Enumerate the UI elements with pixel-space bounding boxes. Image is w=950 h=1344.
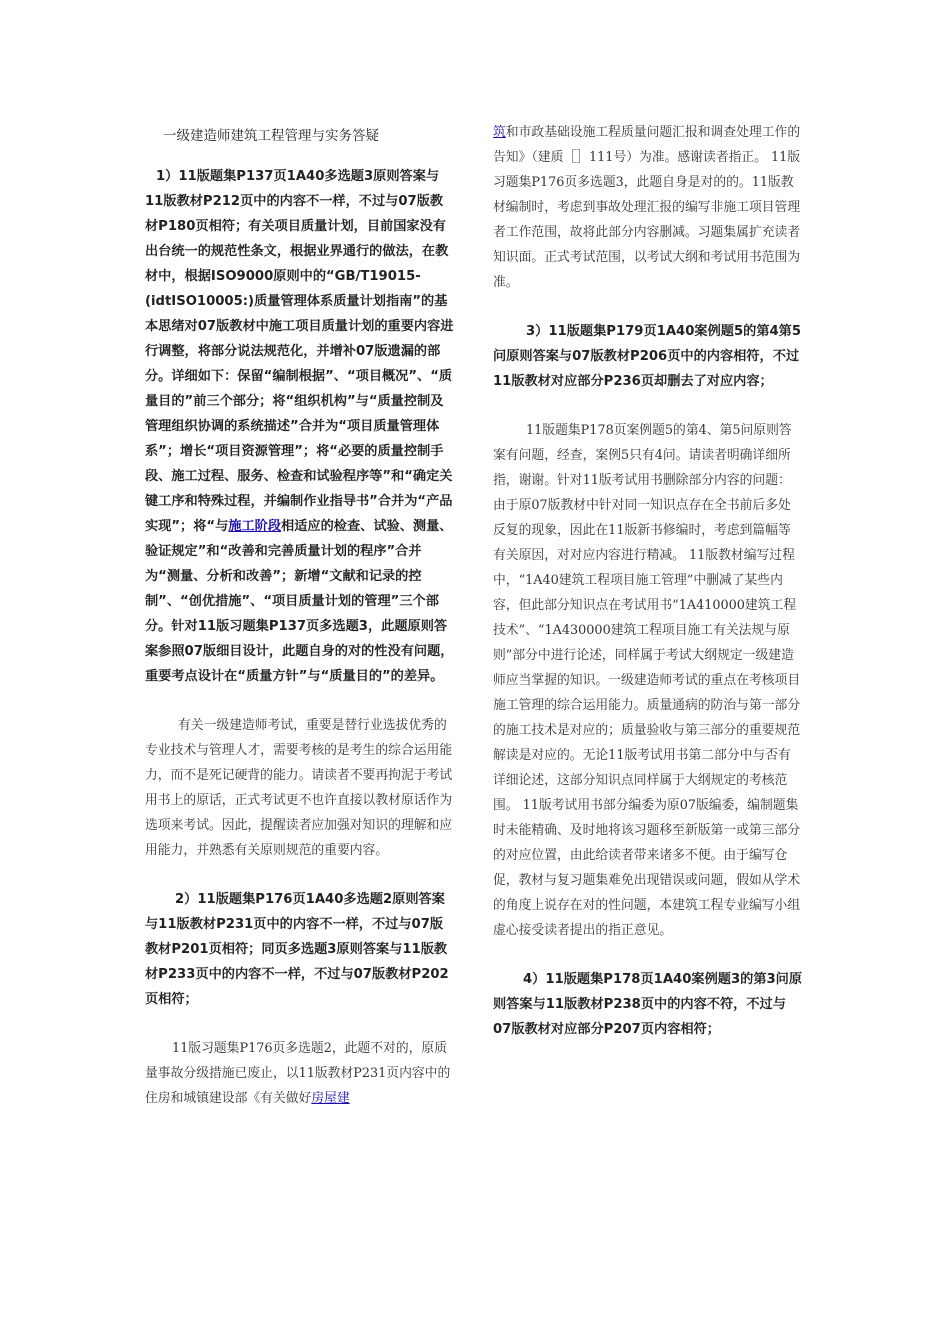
question-3-paragraph: 3）11版题集P179页1A40案例题5的第4第5问原则答案与07版教材P206页中的内容相符，不过11版教材对应部分P236页却删去了对应内容； (493, 324, 802, 389)
construction-phase-link[interactable]: 施工阶段 (228, 519, 282, 534)
exam-note-paragraph: 有关一级建造师考试，重要是替行业选拔优秀的专业技术与管理人才，需要考核的是考生的综合运用能力，而不是死记硬背的能力。请读者不要再拘泥于考试用书上的原话，正式考试更不也许直接以教材原话作为选项来考试。因此，提醒读者应加强对知识的理解和应用能力，并熟悉有关原则规范的重要内容。 (145, 718, 453, 858)
left-column (145, 120, 455, 1111)
housing-construction-link[interactable]: 房屋建 (311, 1091, 350, 1106)
answer-2-continued-paragraph (493, 120, 803, 295)
document-title: 一级建造师建筑工程管理与实务答疑 (163, 128, 379, 144)
housing-construction-link-continued[interactable]: 筑 (493, 125, 506, 140)
question-2-paragraph: 2）11版题集P176页1A40多选题2原则答案与11版教材P231页中的内容不一样，不过与07版教材P201页相符；同页多选题3原则答案与11版教材P233页中的内容不一样，不过与07版教材P202页相符； (145, 892, 449, 1007)
answer-3-paragraph: 11版题集P178页案例题5的第4、第5问原则答案有问题，经查，案例5只有4问。请读者明确详细所指，谢谢。针对11版考试用书删除部分内容的问题：由于原07版教材中针对同一知识点存在全书前后多处反复的现象，因此在11版新书修编时，考虑到篇幅等有关原因，对对应内容进行精减。 11版教材编写过程中，“1A40建筑工程项目施工管理”中删减了某些内容，但此部分知识点在考试用书“1A410000建筑工程技术”、“1A430000建筑工程项目施工有关法规与原则”部分中进行论述，同样属于考试大纲规定一级建造师应当掌握的知识。一级建造师考试的重点在考核项目施工管理的综合运用能力。质量通病的防治与第一部分的施工技术是对应的；质量验收与第三部分的重要规范解读是对应的。无论11版考试用书第二部分中与否有详细论述，这部分知识点同样属于大纲规定的考核范围。 11版考试用书部分编委为原07版编委，编制题集时未能精确、及时地将该习题移至新版第一或第三部分的对应位置，由此给读者带来诸多不便。由于编写仓促，教材与复习题集难免出现错误或问题，假如从学术的角度上说存在对的性问题，本建筑工程专业编写小组虚心接受读者提出的指正意见。 (493, 423, 801, 938)
right-column (493, 120, 803, 1042)
question-1-paragraph (145, 164, 455, 689)
question-1-text-b: 相适应的检查、试验、测量、验证规定”和“改善和完善质量计划的程序”合并为“测量、分析和改善”；新增“文献和记录的控制”、“创优措施”、“项目质量计划的管理”三个部分。针对11版习题集P137页多选题3，此题原则答案参照07版细目设计，此题自身的对的性没有问题，重要考点设计在“质量方针”与“质量目的”的差异。 (145, 519, 454, 684)
question-1-text-a: 1）11版题集P137页1A40多选题3原则答案与11版教材P212页中的内容不一样，不过与07版教材P180页相符；有关项目质量计划，目前国家没有出台统一的规范性条文，根据业界通行的做法，在教材中，根据ISO9000原则中的“GB/T19015- (idtISO10005:)质量管理体系质量计划指南”的基本思绪对07版教材中施工项目质量计划的重要内容进行调整，将部分说法规范化，并增补07版遗漏的部分。详细如下：保留“编制根据”、“项目概况”、“质量目的”前三个部分；将“组织机构”与“质量控制及管理组织协调的系统描述”合并为“项目质量管理体系”；增长“项目资源管理”；将“必要的质量控制手段、施工过程、服务、检查和试验程序等”和“确定关键工序和特殊过程，并编制作业指导书”合并为“产品实现”；将“与 (145, 169, 454, 534)
answer-2-text-b: 和市政基础设施工程质量问题汇报和调查处理工作的告知》（建质［］111号）为准。感谢读者指正。 11版习题集P176页多选题3，此题自身是对的的。11版教材编制时，考虑到事故处理汇报的编写非施工项目管理者工作范围，故将此部分内容删减。习题集属扩充读者知识面。正式考试范围，以考试大纲和考试用书范围为准。 (493, 125, 801, 290)
answer-2-text-a: 11版习题集P176页多选题2，此题不对的，原质量事故分级措施已废止，以11版教材P231页内容中的住房和城镇建设部《有关做好 (145, 1041, 451, 1106)
question-4-paragraph: 4）11版题集P178页1A40案例题3的第3问原则答案与11版教材P238页中的内容不符，不过与07版教材对应部分P207页内容相符； (493, 972, 803, 1037)
answer-2-paragraph (145, 1036, 455, 1111)
